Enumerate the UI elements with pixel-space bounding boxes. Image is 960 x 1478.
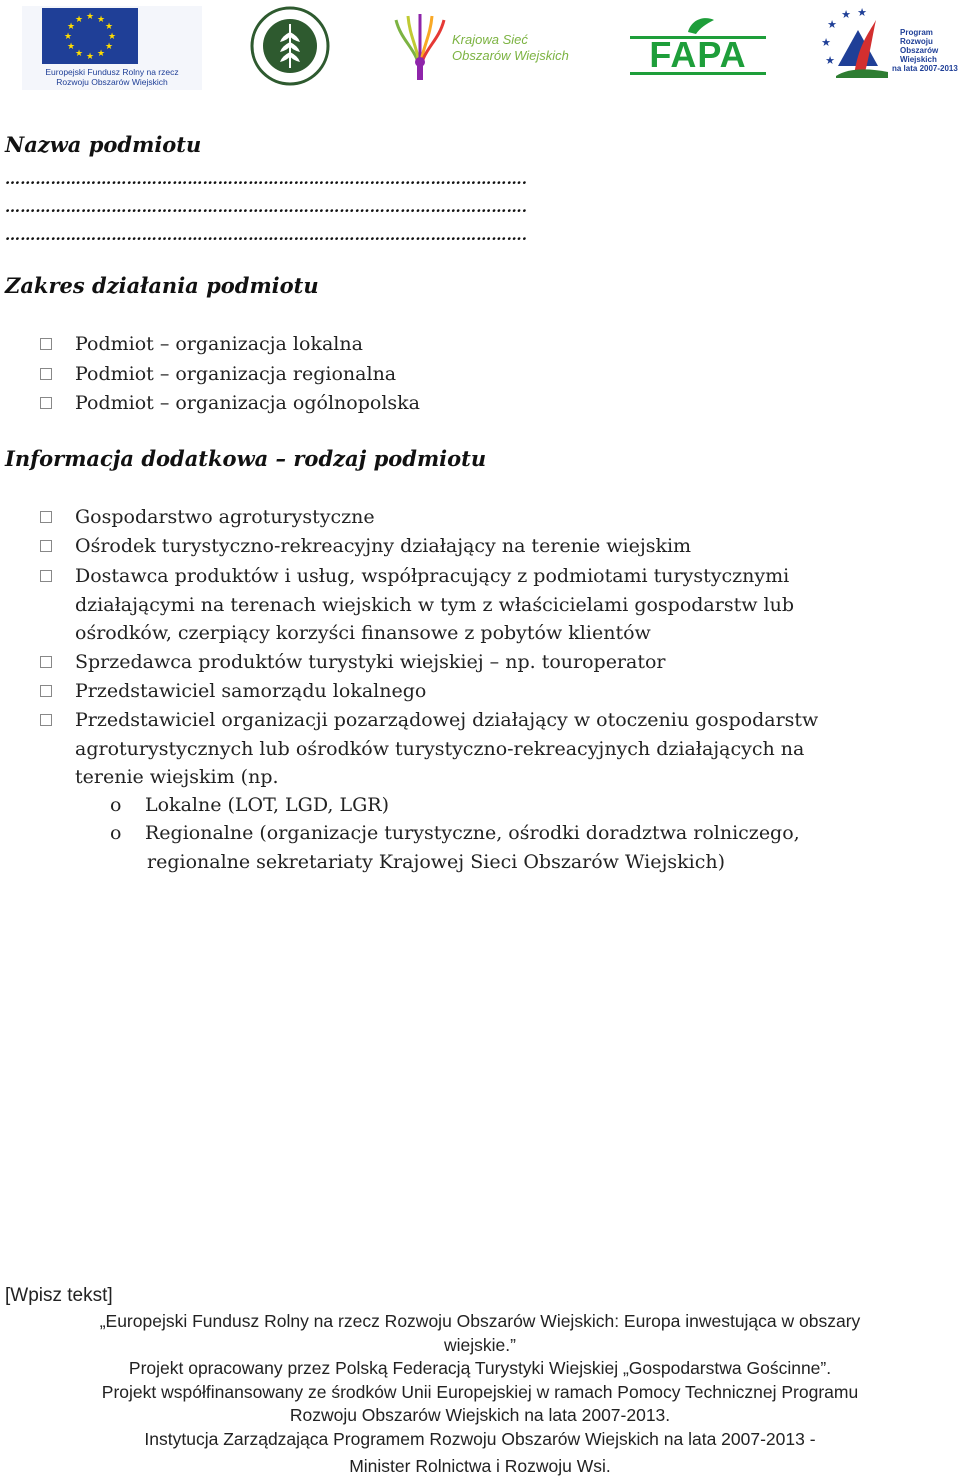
- footer-line-2: wiejskie.”: [444, 1335, 516, 1355]
- checkbox-icon[interactable]: [40, 368, 52, 380]
- fill-in-line-1[interactable]: ………………………………………………………………………………………….: [5, 170, 528, 188]
- ksow-tree-icon: [388, 10, 452, 82]
- option-label: Podmiot – organizacja regionalna: [75, 363, 397, 385]
- svg-text:★: ★: [66, 22, 76, 32]
- circle-bullet-icon: o: [110, 822, 122, 844]
- footer-line-3: Projekt opracowany przez Polską Federacją Turystyki Wiejskiej „Gospodarstwa Gościnne”.: [128, 1358, 832, 1378]
- eu-caption-line-1: Europejski Fundusz Rolny na rzecz: [45, 67, 179, 77]
- prow-line-5: na lata 2007-2013: [892, 64, 958, 73]
- option-label: Podmiot – organizacja lokalna: [75, 333, 363, 355]
- svg-text:★: ★: [74, 15, 84, 25]
- checkbox-icon[interactable]: [40, 714, 52, 726]
- svg-text:★: ★: [825, 54, 835, 67]
- checkbox-icon[interactable]: [40, 338, 52, 350]
- section-title-info: Informacja dodatkowa – rodzaj podmiotu: [5, 446, 487, 471]
- footer-line-7: Minister Rolnictwa i Rozwoju Wsi.: [349, 1456, 611, 1476]
- sub-item-label-line-2: regionalne sekretariaty Krajowej Sieci Obszarów Wiejskich): [147, 850, 726, 873]
- sub-item-label-line-1: Regionalne (organizacje turystyczne, ośrodki doradztwa rolniczego,: [145, 822, 800, 844]
- svg-text:★: ★: [104, 22, 114, 32]
- prow-line-2: Rozwoju: [900, 37, 933, 46]
- prow-logo: [818, 6, 960, 84]
- svg-text:★: ★: [63, 32, 73, 42]
- option-label-line-3: terenie wiejskim (np.: [75, 766, 279, 788]
- option-label-line-2: działającymi na terenach wiejskich w tym z właścicielami gospodarstw lub: [75, 593, 795, 616]
- option-label-line-1: Dostawca produktów i usług, współpracujący z podmiotami turystycznymi: [75, 565, 790, 587]
- ministry-seal: [250, 6, 330, 86]
- fapa-text: FAPA: [649, 34, 747, 75]
- svg-text:★: ★: [857, 6, 867, 19]
- svg-text:★: ★: [841, 8, 851, 21]
- svg-text:★: ★: [827, 18, 837, 31]
- footer-line-4: Projekt współfinansowany ze środków Unii Europejskiej w ramach Pomocy Technicznej Programu: [101, 1382, 859, 1402]
- option-label: Sprzedawca produktów turystyki wiejskiej – np. touroperator: [75, 651, 666, 673]
- option-label: Ośrodek turystyczno-rekreacyjny działający na terenie wiejskim: [75, 535, 692, 557]
- fapa-logo: [630, 14, 766, 80]
- svg-text:★: ★: [104, 42, 114, 52]
- svg-text:★: ★: [85, 52, 95, 62]
- checkbox-icon[interactable]: [40, 540, 52, 552]
- option-label-line-2: agroturystycznych lub ośrodków turystyczno-rekreacyjnych działających na: [75, 737, 805, 760]
- option-label: Gospodarstwo agroturystyczne: [75, 506, 375, 528]
- svg-text:★: ★: [85, 12, 95, 22]
- prow-line-1: Program: [900, 28, 933, 37]
- svg-text:★: ★: [821, 36, 831, 49]
- svg-text:★: ★: [96, 49, 106, 59]
- svg-text:★: ★: [107, 32, 117, 42]
- eu-caption-line-2: Rozwoju Obszarów Wiejskich: [56, 77, 168, 87]
- option-label: Przedstawiciel samorządu lokalnego: [75, 680, 427, 702]
- footer-line-1: „Europejski Fundusz Rolny na rzecz Rozwoju Obszarów Wiejskich: Europa inwestująca w obszary: [99, 1311, 861, 1331]
- ksow-line-1: Krajowa Sieć: [452, 32, 528, 47]
- checkbox-icon[interactable]: [40, 511, 52, 523]
- checkbox-icon[interactable]: [40, 685, 52, 697]
- header-logos: [0, 0, 960, 95]
- prow-line-3: Obszarów: [900, 46, 939, 55]
- ministry-seal-icon: [250, 6, 330, 86]
- section-title-name: Nazwa podmiotu: [5, 132, 202, 157]
- svg-text:★: ★: [66, 42, 76, 52]
- fill-in-line-3[interactable]: ………………………………………………………………………………………….: [5, 226, 528, 244]
- option-label: Podmiot – organizacja ogólnopolska: [75, 392, 420, 414]
- checkbox-icon[interactable]: [40, 570, 52, 582]
- section-title-scope: Zakres działania podmiotu: [5, 273, 319, 298]
- option-label-line-1: Przedstawiciel organizacji pozarządowej działający w otoczeniu gospodarstw: [75, 709, 819, 731]
- svg-text:★: ★: [96, 15, 106, 25]
- svg-text:★: ★: [74, 49, 84, 59]
- footer-line-5: Rozwoju Obszarów Wiejskich na lata 2007-2013.: [289, 1405, 671, 1425]
- footer-placeholder[interactable]: [Wpisz tekst]: [5, 1285, 113, 1306]
- checkbox-icon[interactable]: [40, 397, 52, 409]
- footer-line-6: Instytucja Zarządzająca Programem Rozwoju Obszarów Wiejskich na lata 2007-2013 -: [144, 1429, 816, 1449]
- circle-bullet-icon: o: [110, 794, 122, 816]
- eu-logo: [22, 6, 202, 90]
- option-label-line-3: ośrodków, czerpiący korzyści finansowe z pobytów klientów: [75, 622, 651, 644]
- prow-line-4: Wiejskich: [900, 55, 937, 64]
- ksow-line-2: Obszarów Wiejskich: [452, 48, 569, 63]
- sub-item-label: Lokalne (LOT, LGD, LGR): [145, 794, 390, 816]
- prow-emblem-icon: [818, 6, 896, 84]
- checkbox-icon[interactable]: [40, 656, 52, 668]
- ksow-logo: [388, 10, 588, 82]
- fill-in-line-2[interactable]: ………………………………………………………………………………………….: [5, 198, 528, 216]
